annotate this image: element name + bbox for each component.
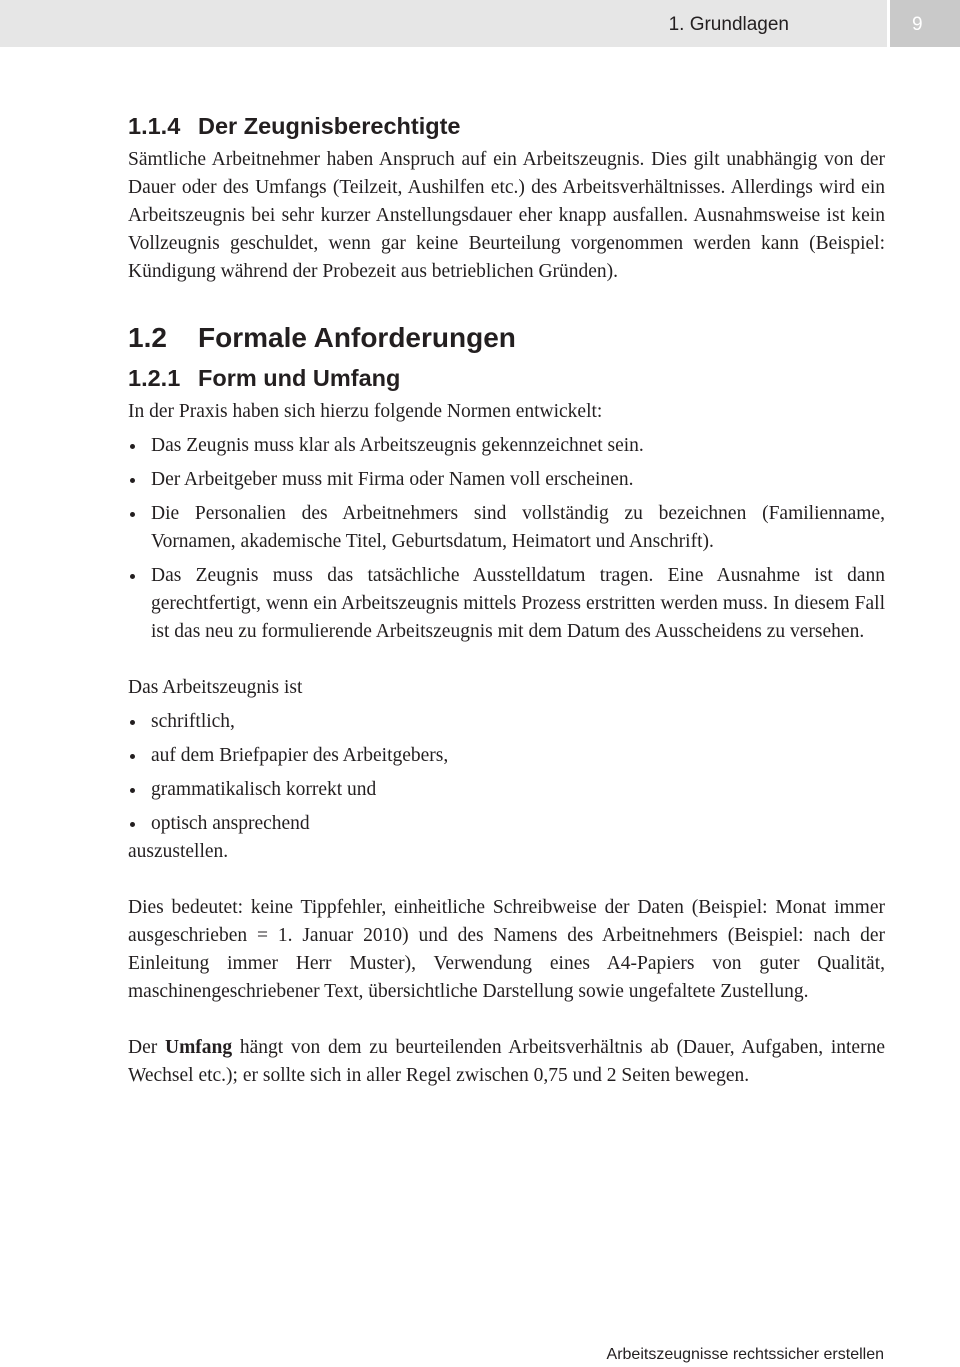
umfang-text-end: hängt von dem zu beurteilenden Arbeitsverhältnis ab (Dauer, Aufgaben, interne Wechsel etc.); er sollte sich in aller Regel zwischen 0,75 und 2 Seiten bewegen. [128,1037,885,1086]
list-item: schriftlich, [128,708,885,736]
list-item: Das Zeugnis muss klar als Arbeitszeugnis gekennzeichnet sein. [128,432,885,460]
spacer [128,646,885,674]
requirements-outro: auszustellen. [128,841,229,862]
running-header [0,0,887,47]
umfang-text-start: Der [128,1037,165,1058]
section-title: Formale Anforderungen [198,322,516,353]
list-item: auf dem Briefpapier des Arbeitgebers, [128,742,885,770]
requirements-list [128,708,885,838]
heading-1-2-1 [128,358,885,398]
paragraph-zeugnisberechtigte: Sämtliche Arbeitnehmer haben Anspruch auf ein Arbeitszeugnis. Dies gilt unabhängig von der Dauer oder des Umfangs (Teilzeit, Aushilfen etc.) des Arbeitsverhältnisses. Allerdings wird ein Arbeitszeugnis bei sehr kurzer Anstellungsdauer eher knapp ausfallen. Ausnahmsweise ist kein Vollzeugnis geschuldet, wenn gar keine Beurteilung vorgenommen werden kann (Beispiel: Kündigung während der Probezeit aus betrieblichen Gründen). [128,149,885,282]
heading-1-2 [128,318,885,358]
paragraph-meaning: Dies bedeutet: keine Tippfehler, einheitliche Schreibweise der Daten (Beispiel: Monat immer ausgeschrieben = 1. Januar 2010) und des Namens des Arbeitnehmers (Beispiel: nach der Einleitung immer Herr Muster), Verwendung eines A4-Papiers von guter Qualität, maschinengeschriebener Text, übersichtliche Darstellung sowie ungefaltete Zustellung. [128,897,885,1002]
page-number-tab [890,0,960,47]
footer-book-title: Arbeitszeugnisse rechtssicher erstellen [606,1346,884,1363]
section-number: 1.2 [128,322,167,353]
requirements-intro: Das Arbeitszeugnis ist [128,677,303,698]
spacer [128,866,885,894]
section-number: 1.1.4 [128,113,181,139]
list-item: grammatikalisch korrekt und [128,776,885,804]
norms-intro: In der Praxis haben sich hierzu folgende Normen entwickelt: [128,401,603,422]
page-number: 9 [912,14,923,35]
section-number: 1.2.1 [128,365,181,391]
list-item: optisch ansprechend [128,810,885,838]
list-item: Der Arbeitgeber muss mit Firma oder Namen voll erscheinen. [128,466,885,494]
section-title: Der Zeugnisberechtigte [198,113,461,139]
list-item: Die Personalien des Arbeitnehmers sind vollständig zu bezeichnen (Familienname, Vornamen, akademische Titel, Geburtsdatum, Heimatort und Anschrift). [128,500,885,556]
heading-1-1-4 [128,106,885,146]
norms-list [128,432,885,646]
page-content [128,106,885,1090]
chapter-title: 1. Grundlagen [668,14,789,35]
umfang-keyword: Umfang [164,1037,233,1058]
spacer [128,1006,885,1034]
section-title: Form und Umfang [198,365,401,391]
paragraph-umfang [128,1034,885,1090]
list-item: Das Zeugnis muss das tatsächliche Ausstelldatum tragen. Eine Ausnahme ist dann gerechtfertigt, wenn ein Arbeitszeugnis mittels Prozess erstritten werden muss. In diesem Fall ist das neu zu formulierende Arbeitszeugnis mit dem Datum des Ausscheidens zu versehen. [128,562,885,646]
